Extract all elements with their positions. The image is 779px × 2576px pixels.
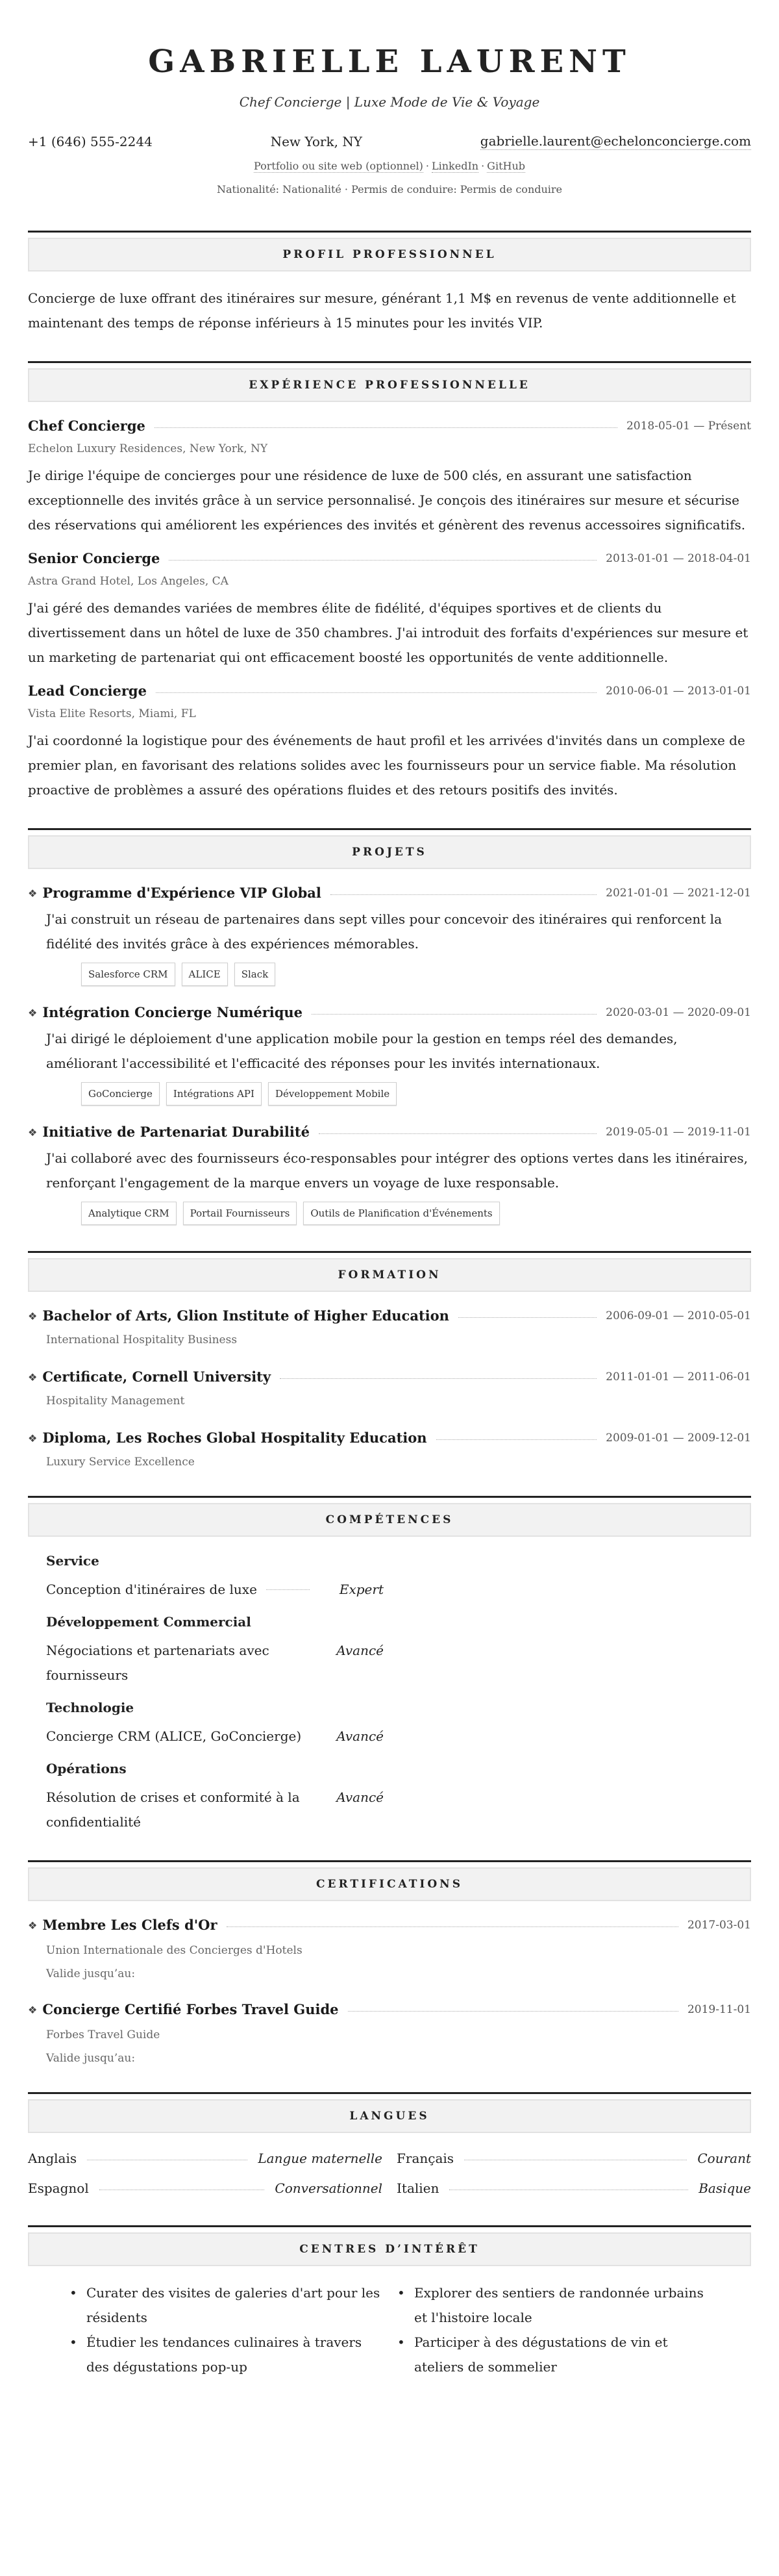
job-dates: 2018-05-01 — Présent [626, 420, 751, 433]
dotted-leader [280, 1378, 597, 1379]
section-title: CERTIFICATIONS [28, 1867, 751, 1901]
section-experience [28, 361, 751, 802]
language-name: Espagnol [28, 2180, 89, 2196]
section-divider [28, 1251, 751, 1253]
skill-row [46, 1638, 417, 1687]
job-title: Lead Concierge [28, 683, 147, 699]
skill-name: Négociations et partenariats avec fournisseurs [46, 1643, 269, 1683]
language-item [28, 2177, 382, 2199]
project-title: Initiative de Partenariat Durabilité [42, 1124, 310, 1140]
skill-level: Avancé [336, 1643, 384, 1658]
degree-title: Diploma, Les Roches Global Hospitality Education [42, 1430, 427, 1446]
tech-tag: Outils de Planification d'Événements [303, 1202, 499, 1225]
certification-issuer: Union Internationale des Concierges d'Hotels [46, 1944, 303, 1957]
certification-date: 2019-11-01 [687, 2003, 751, 2016]
section-title: PROJETS [28, 835, 751, 869]
job-dates: 2010-06-01 — 2013-01-01 [606, 685, 751, 698]
education-entry [28, 1428, 751, 1470]
dotted-leader [436, 1439, 597, 1440]
section-interests [28, 2225, 751, 2379]
tech-tag: Analytique CRM [81, 1202, 177, 1225]
skill-name: Concierge CRM (ALICE, GoConcierge) [46, 1728, 302, 1744]
skill-category: Service [46, 1553, 99, 1569]
contact-row [28, 133, 751, 150]
link-separator: · [425, 160, 429, 172]
bullet-icon: • [69, 2285, 77, 2301]
section-divider [28, 2225, 751, 2227]
certification-validity: Valide jusqu’au: [46, 1967, 136, 1980]
interests-list [28, 2280, 751, 2379]
field-of-study: International Hospitality Business [46, 1333, 238, 1346]
candidate-headline: Chef Concierge | Luxe Mode de Vie & Voyage [239, 94, 540, 110]
education-entry [28, 1306, 751, 1348]
section-projects [28, 828, 751, 1225]
experience-entry [28, 416, 751, 537]
section-education [28, 1251, 751, 1470]
profile-links [28, 159, 751, 173]
certification-entry [28, 2000, 751, 2066]
language-name: Français [397, 2151, 454, 2166]
dotted-leader [155, 427, 617, 428]
dotted-leader [458, 1317, 597, 1318]
dotted-leader [227, 1926, 678, 1927]
diamond-bullet-icon: ❖ [28, 1919, 38, 1932]
project-tags [28, 1082, 751, 1105]
diamond-bullet-icon: ❖ [28, 1126, 38, 1139]
interest-text: Étudier les tendances culinaires à travers des dégustations pop-up [86, 2334, 362, 2375]
job-description: J'ai coordonné la logistique pour des événements de haut profil et les arrivées d'invités dans un complexe de premier plan, en favorisant des relations solides avec les fournisseurs pour un service fiable. Ma résolution proactive de problèmes a assuré des opérations fluides et des retours positifs des invités. [28, 733, 745, 798]
section-languages [28, 2092, 751, 2199]
skill-level: Expert [339, 1582, 384, 1597]
job-dates: 2013-01-01 — 2018-04-01 [606, 552, 751, 565]
tech-tag: GoConcierge [81, 1082, 160, 1105]
certification-title: Concierge Certifié Forbes Travel Guide [42, 2001, 339, 2017]
project-tags [28, 1202, 751, 1225]
skill-name: Conception d'itinéraires de luxe [46, 1582, 257, 1597]
project-dates: 2019-05-01 — 2019-11-01 [606, 1126, 751, 1139]
interest-text: Curater des visites de galeries d'art pour les résidents [86, 2285, 380, 2325]
diamond-bullet-icon: ❖ [28, 1370, 38, 1383]
section-title: EXPÉRIENCE PROFESSIONNELLE [28, 368, 751, 402]
languages-grid [28, 2147, 751, 2199]
education-dates: 2011-01-01 — 2011-06-01 [606, 1370, 751, 1383]
job-title: Chef Concierge [28, 418, 145, 434]
section-divider [28, 1860, 751, 1862]
interest-item [69, 2330, 384, 2379]
section-title: CENTRES D’INTÉRÊT [28, 2232, 751, 2266]
section-title: COMPÉTENCES [28, 1503, 751, 1537]
tech-tag: Salesforce CRM [81, 963, 175, 986]
project-description: J'ai collaboré avec des fournisseurs éco-responsables pour intégrer des options vertes dans les itinéraires, renforçant l'engagement de la marque envers un voyage de luxe responsable. [46, 1150, 748, 1191]
interest-text: Participer à des dégustations de vin et ateliers de sommelier [414, 2334, 668, 2375]
profile-summary: Concierge de luxe offrant des itinéraires sur mesure, générant 1,1 M$ en revenus de vente additionnelle et maintenant des temps de réponse inférieurs à 15 minutes pour les invités VIP. [28, 290, 736, 331]
language-level: Conversationnel [275, 2180, 382, 2196]
skill-level: Avancé [336, 1789, 384, 1805]
dotted-leader [266, 1589, 310, 1590]
section-divider [28, 1496, 751, 1498]
tech-tag: ALICE [182, 963, 228, 986]
skill-level: Avancé [336, 1728, 384, 1744]
section-certifications [28, 1860, 751, 2066]
job-title: Senior Concierge [28, 550, 160, 566]
section-title: FORMATION [28, 1258, 751, 1292]
language-item [397, 2147, 751, 2169]
linkedin-link[interactable]: LinkedIn [432, 160, 479, 172]
dotted-leader [348, 2011, 678, 2012]
diamond-bullet-icon: ❖ [28, 2003, 38, 2016]
tech-tag: Développement Mobile [268, 1082, 397, 1105]
language-name: Anglais [28, 2151, 77, 2166]
section-divider [28, 361, 751, 363]
skill-category: Développement Commercial [46, 1614, 251, 1630]
skill-category: Technologie [46, 1700, 134, 1715]
job-description: Je dirige l'équipe de concierges pour une résidence de luxe de 500 clés, en assurant une satisfaction exceptionnelle des invités grâce à un service personnalisé. Je conçois des itinéraires sur mesure et sécurise des réservations qui améliorent les expériences des invités et génèrent des revenus accessoires significatifs. [28, 468, 746, 533]
certification-title: Membre Les Clefs d'Or [42, 1917, 217, 1933]
project-description: J'ai construit un réseau de partenaires dans sept villes pour concevoir des itinéraires qui renforcent la fidélité des invités grâce à des expériences mémorables. [46, 911, 722, 952]
project-entry [28, 1122, 751, 1225]
bullet-icon: • [69, 2334, 77, 2350]
link-separator: · [481, 160, 485, 172]
section-divider [28, 828, 751, 830]
education-dates: 2009-01-01 — 2009-12-01 [606, 1432, 751, 1445]
project-description: J'ai dirigé le déploiement d'une application mobile pour la gestion en temps réel des demandes, améliorant l'accessibilité et l'efficacité des réponses pour les invités internationaux. [46, 1031, 678, 1071]
certification-validity: Valide jusqu’au: [46, 2052, 136, 2065]
diamond-bullet-icon: ❖ [28, 1006, 38, 1019]
section-divider [28, 231, 751, 233]
skills-list [28, 1551, 417, 1834]
language-level: Courant [697, 2151, 751, 2166]
github-link[interactable]: GitHub [487, 160, 525, 172]
personal-details: Nationalité: Nationalité · Permis de conduire: Permis de conduire [216, 183, 563, 196]
language-name: Italien [397, 2180, 439, 2196]
field-of-study: Luxury Service Excellence [46, 1456, 195, 1469]
project-title: Programme d'Expérience VIP Global [42, 885, 321, 901]
interest-item [397, 2280, 712, 2330]
skill-row [46, 1724, 417, 1749]
interest-item [69, 2280, 384, 2330]
bullet-icon: • [397, 2285, 405, 2301]
project-title: Intégration Concierge Numérique [42, 1004, 303, 1020]
degree-title: Bachelor of Arts, Glion Institute of Higher Education [42, 1307, 449, 1324]
phone-number: +1 (646) 555-2244 [28, 133, 153, 149]
certification-issuer: Forbes Travel Guide [46, 2028, 160, 2041]
interest-text: Explorer des sentiers de randonnée urbains et l'histoire locale [414, 2285, 704, 2325]
portfolio-link[interactable]: Portfolio ou site web (optionnel) [254, 160, 423, 172]
diamond-bullet-icon: ❖ [28, 1309, 38, 1322]
dotted-leader [169, 560, 597, 561]
skill-row [46, 1577, 417, 1602]
diamond-bullet-icon: ❖ [28, 1432, 38, 1445]
project-dates: 2021-01-01 — 2021-12-01 [606, 887, 751, 900]
dotted-leader [319, 1133, 597, 1134]
job-description: J'ai géré des demandes variées de membres élite de fidélité, d'équipes sportives et de clients du divertissement dans un hôtel de luxe de 350 chambres. J'ai introduit des forfaits d'expériences sur mesure et un marketing de partenariat qui ont efficacement boosté les opportunités de vente additionnelle. [28, 600, 748, 665]
project-tags [28, 963, 751, 986]
project-dates: 2020-03-01 — 2020-09-01 [606, 1006, 751, 1019]
employer: Vista Elite Resorts, Miami, FL [28, 707, 196, 720]
skill-name: Résolution de crises et conformité à la confidentialité [46, 1789, 300, 1830]
language-level: Basique [699, 2180, 751, 2196]
employer: Astra Grand Hotel, Los Angeles, CA [28, 575, 229, 588]
degree-title: Certificate, Cornell University [42, 1369, 271, 1385]
interest-item [397, 2330, 712, 2379]
dotted-leader [156, 692, 597, 693]
project-entry [28, 883, 751, 986]
project-entry [28, 1003, 751, 1105]
section-profile [28, 231, 751, 335]
tech-tag: Intégrations API [166, 1082, 262, 1105]
section-divider [28, 2092, 751, 2094]
field-of-study: Hospitality Management [46, 1395, 185, 1408]
experience-entry [28, 681, 751, 802]
dotted-leader [312, 1014, 597, 1015]
certification-date: 2017-03-01 [687, 1919, 751, 1932]
skill-category: Opérations [46, 1761, 127, 1776]
employer: Echelon Luxury Residences, New York, NY [28, 442, 268, 455]
bullet-icon: • [397, 2334, 405, 2350]
education-dates: 2006-09-01 — 2010-05-01 [606, 1309, 751, 1322]
section-title: LANGUES [28, 2099, 751, 2133]
language-level: Langue maternelle [258, 2151, 382, 2166]
tech-tag: Portail Fournisseurs [183, 1202, 297, 1225]
language-item [28, 2147, 382, 2169]
language-item [397, 2177, 751, 2199]
diamond-bullet-icon: ❖ [28, 887, 38, 900]
candidate-name: GABRIELLE LAURENT [148, 44, 631, 80]
resume-header [28, 0, 751, 197]
tech-tag: Slack [234, 963, 276, 986]
section-title: PROFIL PROFESSIONNEL [28, 238, 751, 271]
experience-entry [28, 549, 751, 670]
skill-row [46, 1785, 417, 1834]
certification-entry [28, 1915, 751, 1982]
dotted-leader [330, 894, 597, 895]
location: New York, NY [270, 133, 362, 149]
education-entry [28, 1367, 751, 1409]
section-skills [28, 1496, 751, 1834]
email-link[interactable]: gabrielle.laurent@echelonconcierge.com [480, 133, 751, 149]
